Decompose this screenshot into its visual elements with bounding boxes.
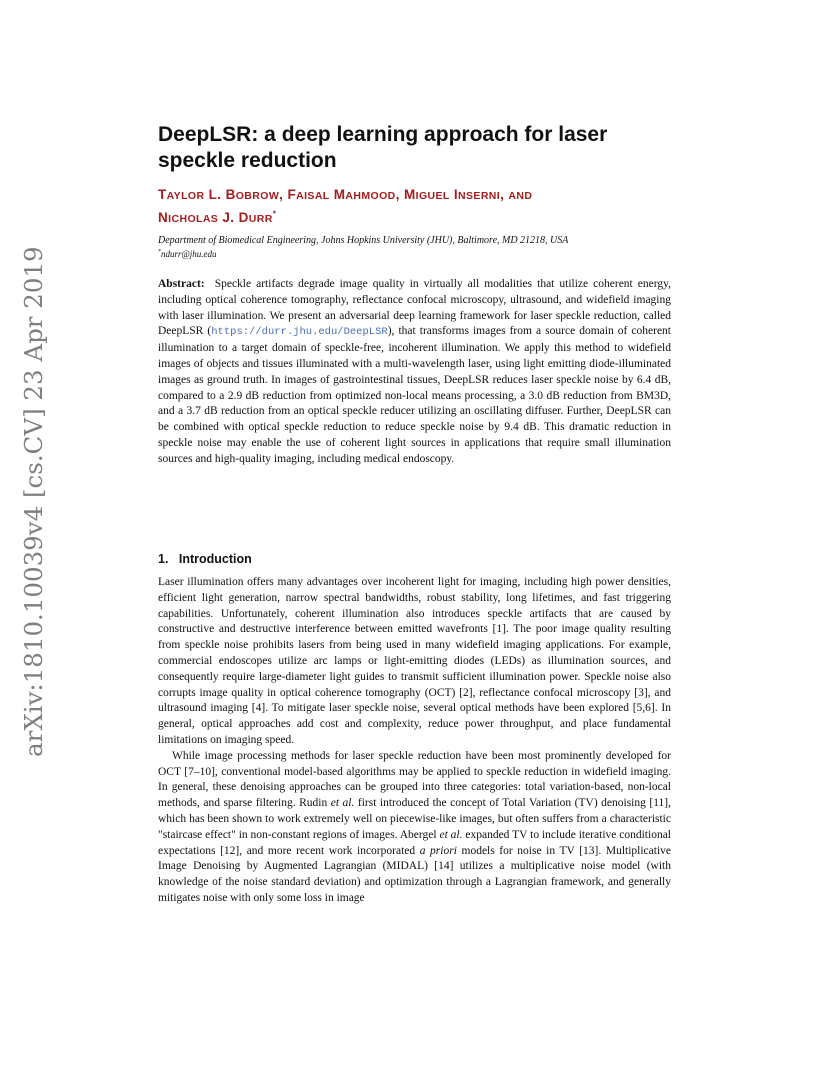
arxiv-identifier: arXiv:1810.10039v4 [cs.CV] 23 Apr 2019 [19,246,48,757]
intro-paragraph-1: Laser illumination offers many advantages over incoherent light for imaging, including high power densities, efficient light generation, narrow spectral bandwidths, robust stability, long lifetimes, and fast triggering capabilities. Unfortunately, coherent illumination also introduces speckle artifacts that are caused by constructive and destructive interference between emitted wavefronts [1]. The poor image quality resulting from speckle noise prohibits lasers from being used in many widefield imaging applications. For example, commercial endoscopes utilize arc lamps or light-emitting diodes (LEDs) as illumination sources, and consequently require large-diameter light guides to transmit sufficient illumination power. Speckle noise also corrupts image quality in optical coherence tomography (OCT) [2], reflectance confocal microscopy [3], and ultrasound imaging [4]. To mitigate laser speckle noise, several optical methods have been explored [5,6]. In general, optical approaches add cost and complexity, reduce power throughput, and place fundamental limitations on imaging speed. [158,576,671,746]
intro-paragraph-2: While image processing methods for laser speckle reduction have been most prominently developed for OCT [7–10], conventional model-based algorithms may be applied to speckle reduction in widefield imaging. In general, these denoising approaches can be grouped into three categories: total variation-based, non-local methods, and sparse filtering. Rudin et al. first introduced the concept of Total Variation (TV) denoising [11], which has been shown to work extremely well on piecewise-like images, but often suffers from a characteristic "staircase effect" in non-constant regions of images. Abergel et al. expanded TV to include iterative conditional expectations [12], and more recent work incorporated a priori models for noise in TV [13]. Multiplicative Image Denoising by Augmented Lagrangian (MIDAL) [14] utilizes a multiplicative noise model (with knowledge of the noise standard deviation) and optimization through a Lagrangian framework, and generally mitigates noise with only some loss in image [158,749,671,904]
project-url-link[interactable]: https://durr.jhu.edu/DeepLSR [211,326,388,339]
author-3: MIGUEL INSERNI [403,187,501,202]
author-list: TAYLOR L. BOBROW, FAISAL MAHMOOD, MIGUEL INSERNI, AND NICHOLAS J. DURR* [158,187,533,225]
corresponding-author-mark: * [272,209,277,218]
abstract-label: Abstract: [158,278,205,290]
author-4: NICHOLAS J. DURR* [158,209,277,225]
author-conjunction: AND [508,190,533,202]
section-heading-introduction: 1. Introduction [158,552,252,566]
author-2: FAISAL MAHMOOD [287,187,396,202]
affiliation: Department of Biomedical Engineering, Johns Hopkins University (JHU), Baltimore, MD 21218, USA [158,235,569,246]
author-1: TAYLOR L. BOBROW [158,187,280,202]
abstract [158,277,671,468]
paper-title: DeepLSR: a deep learning approach for laser speckle reduction [158,123,608,172]
abstract-text-1: Speckle artifacts degrade image quality in virtually all modalities that utilize coherent energy, including optical coherence tomography, reflectance confocal microscopy, ultrasound, and widefield imaging with laser illumination. We present an adversarial deep learning framework for laser speckle reduction, called DeepLSR ( [158,278,671,338]
introduction-body [158,575,671,907]
abstract-text-2: ), that transforms images from a source domain of coherent illumination to a target domain of speckle-free, incoherent illumination. We apply this method to widefield images of objects and tissues illuminated with a multi-wavelength laser, using light emitting diode-illuminated images as ground truth. In images of gastrointestinal tissues, DeepLSR reduces laser speckle noise by 6.4 dB, compared to a 2.9 dB reduction from optimized non-local means processing, a 3.0 dB reduction from BM3D, and a 3.7 dB reduction from an optical speckle reducer utilizing an oscillating diffuser. Further, DeepLSR can be combined with optical speckle reduction to reduce speckle noise by 9.4 dB. This dramatic reduction in speckle noise may enable the use of coherent light sources in applications that require small illumination sources and high-quality imaging, including medical endoscopy. [158,325,672,465]
contact-email: *ndurr@jhu.edu [158,249,217,259]
